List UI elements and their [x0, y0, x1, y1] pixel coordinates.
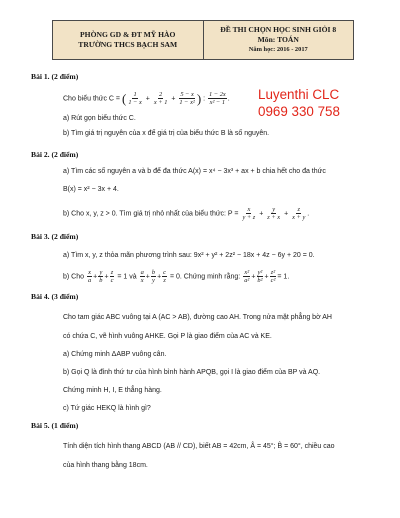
numerator: 2	[159, 91, 163, 98]
numerator: y²	[257, 269, 263, 276]
denominator: z	[163, 277, 166, 284]
numerator: z²	[270, 269, 276, 276]
problem-2-part-a-line2: B(x) = x² − 3x + 4.	[63, 186, 119, 193]
school-info	[53, 21, 203, 59]
denominator: a²	[244, 277, 250, 284]
problem-4-line-1: Cho tam giác ABC vuông tại A (AC > AB), đường cao AH. Trong nửa mặt phẳng bờ AH	[63, 314, 332, 321]
problem-1-intro: Cho biểu thức C =	[63, 95, 122, 103]
problem-3-text: = 1.	[277, 273, 290, 281]
numerator: y	[99, 269, 103, 276]
denominator: y	[152, 277, 155, 284]
numerator: c	[163, 269, 167, 276]
denominator: b	[99, 277, 103, 284]
problem-5-title: Bài 5. (1 điểm)	[31, 421, 79, 430]
exam-info	[203, 21, 354, 59]
department-name: PHÒNG GD & ĐT MỸ HÀO	[80, 30, 176, 39]
fraction	[243, 269, 250, 284]
fraction	[110, 269, 115, 284]
problem-1-title: Bài 1. (2 điểm)	[31, 72, 79, 81]
denominator: a	[87, 277, 92, 284]
problem-1-expression: Cho biểu thức C = ( $\frac{1}{1 - x}$ + $\frac{2}{x + 1}$ + $\frac{5 - x}{\text{1 − x²}}$ ) : $\frac{1 - 2x}{\text{x² − 1}}$ .	[63, 91, 230, 106]
fraction	[256, 269, 263, 284]
fraction	[87, 269, 92, 284]
problem-4-title: Bài 4. (3 điểm)	[31, 292, 79, 301]
fraction	[208, 91, 227, 106]
denominator: c	[110, 277, 114, 284]
problem-5-line-2: của hình thang bằng 18cm.	[63, 462, 148, 469]
problem-2-part-b: b) Cho x, y, z > 0. Tìm giá trị nhỏ nhất của biểu thức: P = $\frac{x}{y + z}$ + $\frac{y}{z + x}$ + $\frac{z}{x + y}$ .	[63, 206, 310, 221]
problem-4-part-a: a) Chứng minh ΔABP vuông cân.	[63, 351, 167, 358]
denominator: b²	[257, 277, 263, 284]
fraction	[270, 269, 277, 284]
denominator: x + y	[292, 214, 306, 221]
problem-1-part-a: a) Rút gọn biểu thức C.	[63, 115, 136, 122]
exam-title: ĐỀ THI CHỌN HỌC SINH GIỎI 8	[220, 25, 337, 34]
paren-open: (	[121, 91, 127, 106]
denominator: x	[140, 277, 144, 284]
watermark-line2: 0969 330 758	[258, 104, 340, 119]
problem-3-text: = 0. Chứng minh rằng:	[169, 273, 241, 281]
problem-3-title: Bài 3. (2 điểm)	[31, 232, 79, 241]
fraction	[178, 91, 195, 106]
fraction	[291, 206, 306, 221]
fraction	[127, 91, 143, 106]
school-year: Năm học: 2016 - 2017	[248, 46, 308, 53]
numerator: 1 − 2x	[209, 91, 226, 98]
numerator: 1	[133, 91, 137, 98]
problem-1-part-b: b) Tìm giá trị nguyên của x để giá trị của biểu thức B là số nguyên.	[63, 130, 270, 137]
numerator: z	[297, 206, 300, 213]
problem-3-part-b: b) Cho $\frac{x}{a}$ + $\frac{y}{b}$ + $\frac{z}{c}$ = 1 và $\frac{a}{x}$ + $\frac{b}{y}$ + $\frac{c}{z}$ = 0. Chứng minh rằng: $\frac{\text{x²}}{\text{a²}}$ + $\frac{\text{y²}}{\text{b²}}$ + $\frac{\text{z²}}{\text{c²}}$ = 1.	[63, 269, 290, 284]
denominator: c²	[270, 277, 276, 284]
numerator: a	[140, 269, 144, 276]
numerator: y	[272, 206, 276, 213]
problem-2-part-b-intro: b) Cho x, y, z > 0. Tìm giá trị nhỏ nhất của biểu thức: P =	[63, 210, 241, 218]
fraction	[162, 269, 167, 284]
watermark	[258, 86, 378, 120]
denominator: 1 − x²	[179, 99, 195, 106]
problem-4-line-2: có chứa C, vẽ hình vuông AHKE. Gọi P là giao điểm của AC và KE.	[63, 333, 272, 340]
numerator: x	[88, 269, 91, 276]
numerator: b	[151, 269, 156, 276]
denominator: x² − 1	[209, 99, 226, 106]
denominator: x + 1	[153, 99, 168, 106]
numerator: 5 − x	[180, 91, 194, 98]
numerator: z	[110, 269, 114, 276]
subject: Môn: TOÁN	[257, 35, 299, 44]
numerator: x²	[244, 269, 250, 276]
problem-3-text: = 1 và	[117, 273, 137, 281]
problem-2-part-a-line1: a) Tìm các số nguyên a và b để đa thức A(x) = x⁴ − 3x³ + ax + b chia hết cho đa thức	[63, 168, 326, 175]
fraction	[151, 269, 156, 284]
denominator: z + x	[267, 214, 281, 221]
fraction	[266, 206, 281, 221]
problem-4-part-c: c) Tứ giác HEKQ là hình gì?	[63, 405, 151, 412]
problem-5-line-1: Tính diện tích hình thang ABCD (AB // CD), biết AB = 42cm, Â = 45°; B̂ = 60°, chiều cao	[63, 443, 335, 450]
denominator: y + z	[242, 214, 256, 221]
exam-header	[52, 20, 354, 60]
problem-4-part-b: b) Gọi Q là đỉnh thứ tư của hình bình hành APQB, gọi I là giao điểm của BP và AQ.	[63, 369, 321, 376]
watermark-line1: Luyenthi CLC	[258, 87, 340, 102]
problem-3-part-b-intro: b) Cho	[63, 273, 85, 281]
fraction	[153, 91, 169, 106]
denominator: 1 − x	[128, 99, 142, 106]
fraction	[241, 206, 256, 221]
problem-4-part-b-cont: Chứng minh H, I, E thẳng hàng.	[63, 387, 162, 394]
problem-2-title: Bài 2. (2 điểm)	[31, 150, 79, 159]
paren-close: )	[196, 91, 202, 106]
fraction	[98, 269, 103, 284]
numerator: x	[247, 206, 251, 213]
fraction	[140, 269, 145, 284]
problem-3-part-a: a) Tìm x, y, z thỏa mãn phương trình sau: 9x² + y² + 2z² − 18x + 4z − 6y + 20 = 0.	[63, 252, 315, 259]
school-name: TRƯỜNG THCS BẠCH SAM	[78, 40, 178, 49]
